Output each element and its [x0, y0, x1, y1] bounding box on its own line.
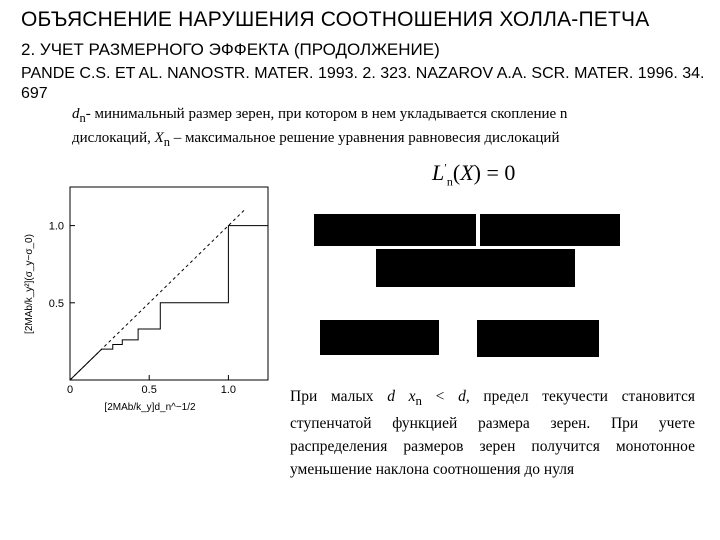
slide-subtitle: 2. УЧЕТ РАЗМЕРНОГО ЭФФЕКТА (ПРОДОЛЖЕНИЕ) — [21, 40, 440, 59]
dn-symbol: d — [72, 106, 80, 122]
conclusion-paragraph — [290, 385, 695, 481]
equilibrium-formula — [432, 160, 515, 189]
formula-subscript: n — [446, 174, 453, 189]
formula-open-paren: ( — [452, 160, 461, 185]
conclusion-d-symbol-2: d — [458, 388, 466, 405]
definition-line-2-start: дислокаций, — [72, 130, 155, 146]
redacted-formula-block-4 — [320, 320, 439, 355]
x-tick-label-2: 1.0 — [220, 384, 237, 396]
tick-labels — [49, 221, 236, 396]
xn-symbol: X — [154, 130, 164, 146]
y-axis-label: [2MAb/k_y²](σ_y−σ_0) — [24, 234, 35, 334]
conclusion-d-symbol: d — [387, 388, 395, 405]
dn-subscript: n — [79, 111, 86, 125]
y-tick-label-1: 1.0 — [48, 220, 64, 233]
formula-L: L — [432, 160, 445, 185]
dn-description: - минимальный размер зерен, при котором в нем укладывается скопление n — [85, 106, 568, 122]
formula-close-paren: ) — [473, 160, 481, 185]
formula-argument: X — [460, 160, 474, 185]
yield-stress-chart — [10, 180, 280, 420]
y-tick-label-0: 0.5 — [48, 297, 64, 310]
x-tick-label-0: 0 — [66, 384, 74, 396]
definition-line-1 — [72, 104, 692, 128]
definition-line-2 — [72, 128, 692, 152]
slide-title: ОБЪЯСНЕНИЕ НАРУШЕНИЯ СООТНОШЕНИЯ ХОЛЛА-ПЕТЧА — [21, 8, 650, 31]
series-line-1 — [70, 226, 268, 380]
redacted-formula-block-5 — [477, 320, 599, 357]
conclusion-part-1: При малых — [290, 388, 388, 405]
conclusion-x-symbol: x — [408, 388, 416, 405]
conclusion-part-2: , предел текучести становится ступенчатой функцией размера зерен. При учете распределения размеров зерен получится монотонное уменьшение наклона соотношения до нуля — [290, 388, 695, 479]
definition-text — [72, 104, 692, 152]
formula-rhs: = 0 — [480, 160, 516, 185]
formula-prime: ′ — [444, 160, 447, 175]
redacted-formula-block-1 — [314, 214, 476, 246]
redacted-formula-block-3 — [376, 249, 575, 287]
xn-description: – максимальное решение уравнения равновесия дислокаций — [170, 130, 560, 146]
conclusion-less-than: < — [421, 388, 459, 405]
conclusion-gap — [395, 388, 409, 405]
conclusion-x-subscript: n — [415, 393, 422, 409]
x-axis-label: [2MAb/k_y]d_n^−1/2 — [104, 402, 196, 413]
xn-subscript: n — [163, 135, 171, 149]
redacted-formula-block-2 — [480, 214, 620, 246]
references: PANDE C.S. ET AL. NANOSTR. MATER. 1993. 2. 323. NAZAROV A.A. SCR. MATER. 1996. 34. 697 — [21, 65, 705, 102]
x-tick-label-1: 0.5 — [141, 384, 157, 396]
series-layer — [70, 210, 268, 380]
